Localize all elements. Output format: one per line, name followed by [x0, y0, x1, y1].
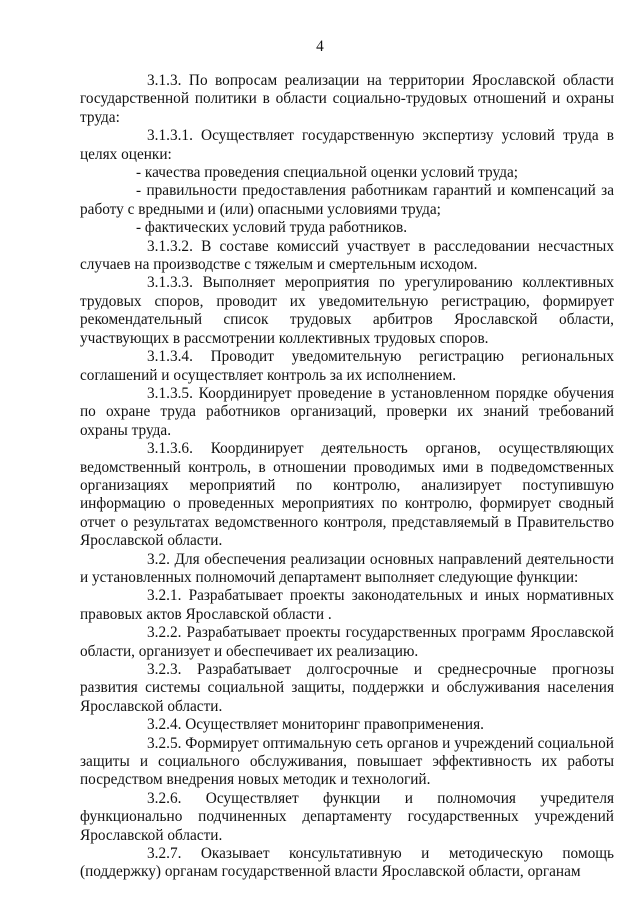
paragraph-3-2-6: 3.2.6. Осуществляет функции и полномочия учредителя функционально подчиненных департаменту государственных учреждений Ярославской области. — [80, 789, 614, 844]
paragraph-3-1-3-1: 3.1.3.1. Осуществляет государственную экспертизу условий труда в целях оценки: — [80, 127, 614, 163]
paragraph-3-1-3-3: 3.1.3.3. Выполняет мероприятия по урегулированию коллективных трудовых споров, проводит их уведомительную регистрацию, формирует рекомендательный список трудовых арбитров Ярославской области, участвующих в рассмотрении коллективных трудовых споров. — [80, 274, 614, 347]
paragraph-3-1-3: 3.1.3. По вопросам реализации на территории Ярославской области государственной политики в области социально-трудовых отношений и охраны труда: — [80, 72, 614, 126]
paragraph-3-2-5: 3.2.5. Формирует оптимальную сеть органов и учреждений социальной защиты и социального обслуживания, повышает эффективность их работы посредством внедрения новых методик и технологий. — [80, 734, 614, 789]
paragraph-3-1-3-2: 3.1.3.2. В составе комиссий участвует в расследовании несчастных случаев на производстве с тяжелым и смертельным исходом. — [80, 237, 614, 274]
paragraph-3-1-3-5: 3.1.3.5. Координирует проведение в установленном порядке обучения по охране труда работников организаций, проверки их знаний требований охраны труда. — [80, 384, 614, 439]
list-item: - правильности предоставления работникам гарантий и компенсаций за работу с вредными и (или) опасными условиями труда; — [80, 182, 614, 218]
paragraph-3-2: 3.2. Для обеспечения реализации основных направлений деятельности и установленных полномочий департамент выполняет следующие функции: — [80, 550, 614, 586]
paragraph-3-1-3-6: 3.1.3.6. Координирует деятельность органов, осуществляющих ведомственный контроль, в отношении проводимых ими в подведомственных организациях мероприятий по контролю, анализирует поступившую информацию о проведенных мероприятиях по контролю, формирует сводный отчет о результатах ведомственного контроля, представляемый в Правительство Ярославской области. — [80, 440, 614, 550]
paragraph-3-2-3: 3.2.3. Разрабатывает долгосрочные и среднесрочные прогнозы развития системы социальной защиты, поддержки и обслуживания населения Ярославской области. — [80, 661, 614, 715]
paragraph-3-2-4: 3.2.4. Осуществляет мониторинг правоприменения. — [147, 716, 484, 734]
paragraph-3-2-7: 3.2.7. Оказывает консультативную и методическую помощь (поддержку) органам государственной власти Ярославской области, органам — [80, 845, 614, 881]
document-body — [80, 72, 614, 882]
paragraph-3-2-2: 3.2.2. Разрабатывает проекты государственных программ Ярославской области, организует и обеспечивает их реализацию. — [80, 624, 614, 660]
paragraph-3-2-1: 3.2.1. Разрабатывает проекты законодательных и иных нормативных правовых актов Ярославской области . — [80, 587, 614, 623]
list-item: - фактических условий труда работников. — [136, 219, 408, 237]
paragraph-3-1-3-4: 3.1.3.4. Проводит уведомительную регистрацию региональных соглашений и осуществляет контроль за их исполнением. — [80, 348, 614, 384]
page-number: 4 — [316, 38, 324, 55]
list-item: - качества проведения специальной оценки условий труда; — [136, 164, 519, 182]
